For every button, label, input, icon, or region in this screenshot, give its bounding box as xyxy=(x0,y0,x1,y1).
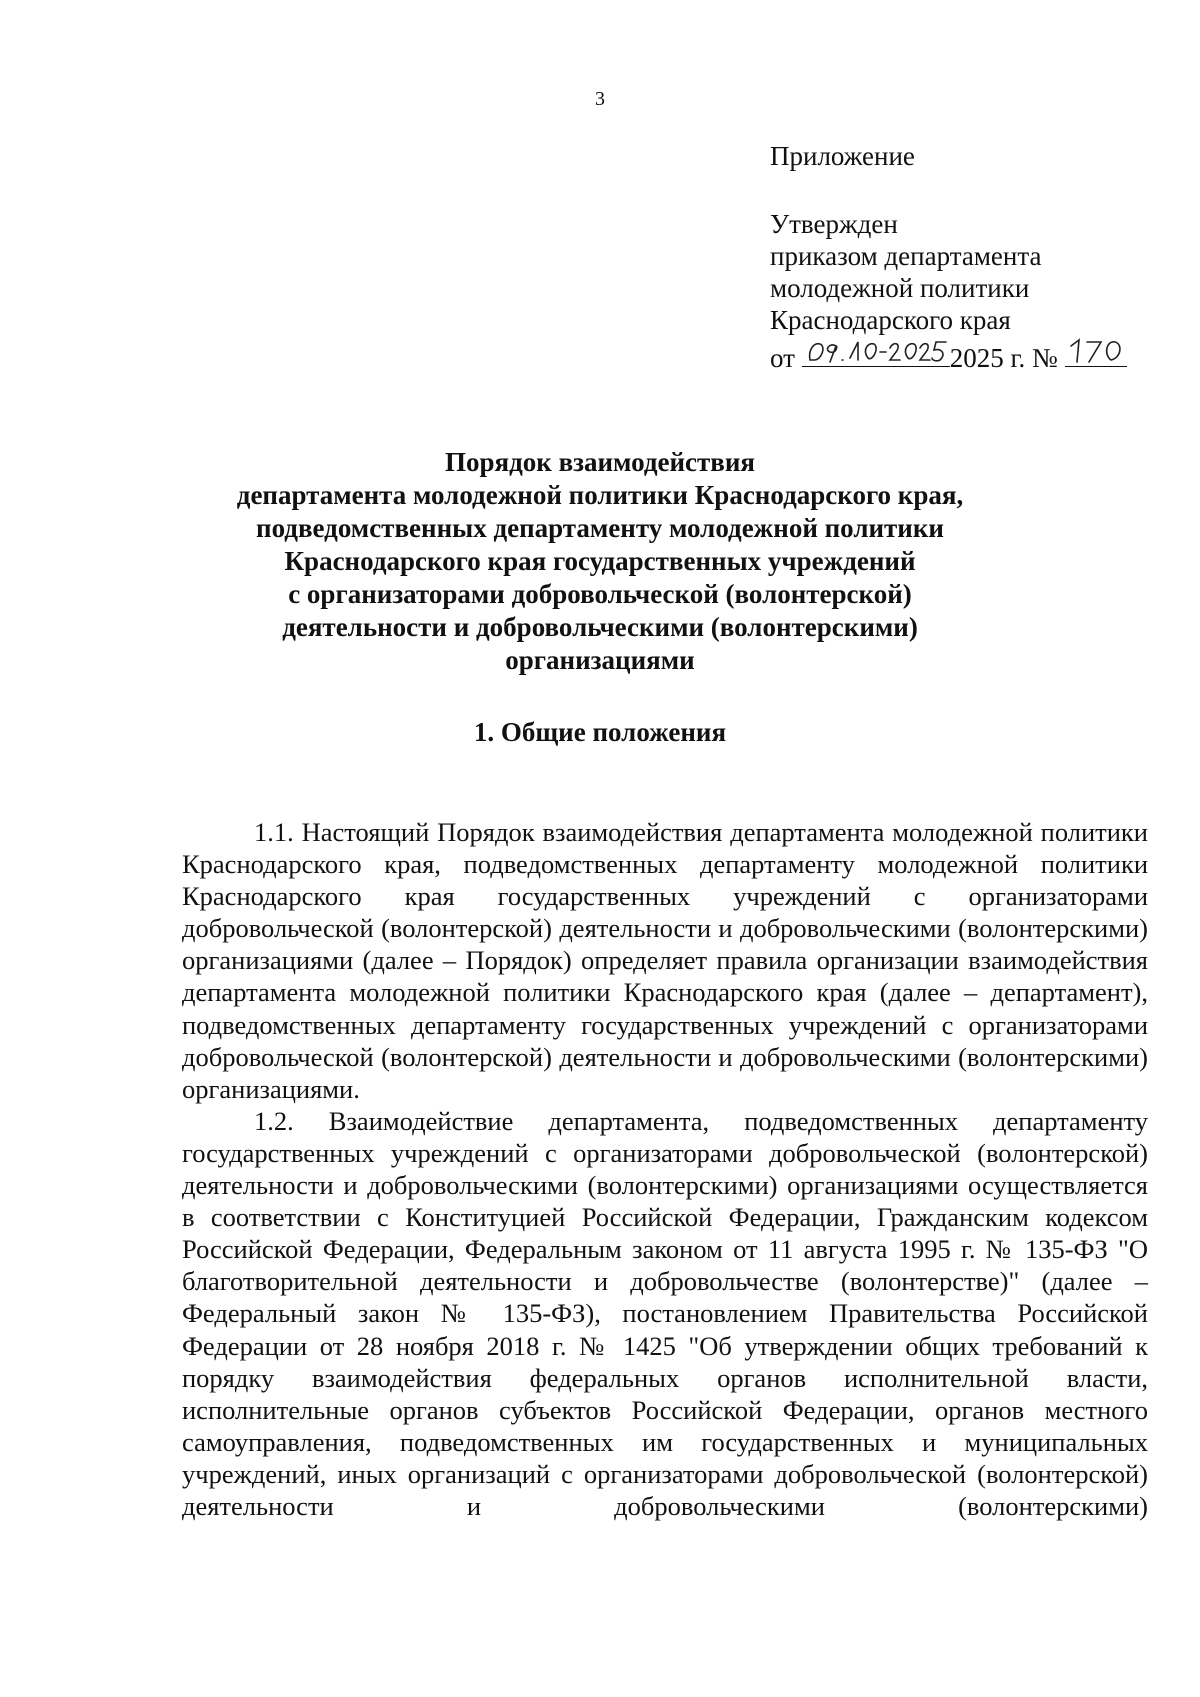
from-prefix: от xyxy=(770,343,795,373)
handwritten-date xyxy=(802,336,950,367)
title-line: подведомственных департаменту молодежной политики xyxy=(256,513,944,543)
approval-line-1: приказом департамента xyxy=(770,241,1042,271)
title-line: с организаторами добровольческой (волонтерской) xyxy=(288,579,912,609)
approval-line-2: молодежной политики xyxy=(770,273,1030,303)
section-heading: 1. Общие положения xyxy=(473,717,727,747)
approval-date-line xyxy=(770,336,1127,374)
paragraph-1-1: 1.1. Настоящий Порядок взаимодействия департамента молодежной политики Краснодарского края, подведомственных департаменту молодежной политики Краснодарского края государственных учреждений с организаторами добровольческой (волонтерской) деятельности и добровольческими (волонтерскими) организациями (далее – Порядок) определяет правила организации взаимодействия департамента молодежной политики Краснодарского края (далее – департамент), подведомственных департаменту государственных учреждений с организаторами добровольческой (волонтерской) деятельности и добровольческими (волонтерскими) организациями. xyxy=(182,817,1148,1104)
title-line: организациями xyxy=(505,645,695,675)
page-number: 3 xyxy=(595,88,605,110)
body-text xyxy=(182,816,1148,1522)
handwritten-number xyxy=(1065,336,1127,367)
year-suffix: 2025 г. № xyxy=(949,343,1058,373)
approval-block xyxy=(770,140,1127,374)
paragraph-1-2: 1.2. Взаимодействие департамента, подведомственных департаменту государственных учреждений с организаторами добровольческой (волонтерской) деятельности и добровольческими (волонтерскими) организациями осуществляется в соответствии с Конституцией Российской Федерации, Гражданским кодексом Российской Федерации, Федеральным законом от 11 августа 1995 г. № 135-ФЗ "О благотворительной деятельности и добровольчестве (волонтерстве)" (далее – Федеральный закон № 135-ФЗ), постановлением Правительства Российской Федерации от 28 ноября 2018 г. № 1425 "Об утверждении общих требований к порядку взаимодействия федеральных органов исполнительной власти, исполнительные органов субъектов Российской Федерации, органов местного самоуправления, подведомственных им государственных и муниципальных учреждений, иных организаций с организаторами добровольческой (волонтерской) деятельности и добровольческими (волонтерскими) xyxy=(182,1105,1148,1521)
appendix-label: Приложение xyxy=(770,141,915,171)
title-line: Краснодарского края государственных учреждений xyxy=(284,546,916,576)
approval-line-3: Краснодарского края xyxy=(770,305,1011,335)
document-title xyxy=(0,446,1200,677)
title-line: Порядок взаимодействия xyxy=(444,447,756,477)
approved-label: Утвержден xyxy=(770,209,898,239)
title-line: департамента молодежной политики Краснодарского края, xyxy=(236,480,964,510)
title-line: деятельности и добровольческими (волонтерскими) xyxy=(282,612,918,642)
